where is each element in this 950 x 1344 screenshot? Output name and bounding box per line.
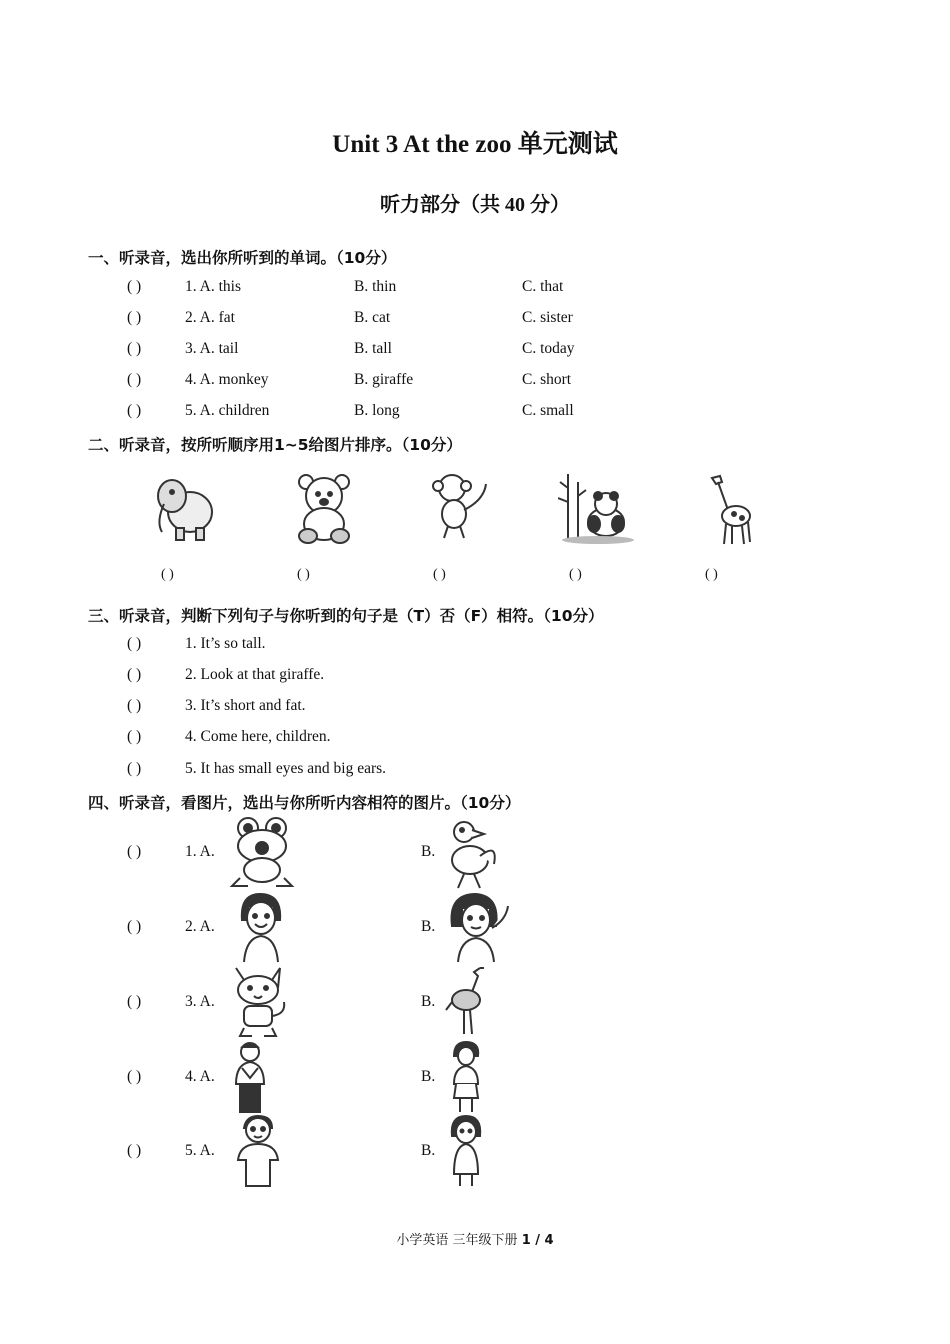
question-row: [127, 1068, 215, 1086]
option-c: C. short: [522, 371, 572, 388]
answer-blank[interactable]: ( ): [161, 567, 174, 582]
option-b: B. long: [354, 402, 400, 419]
question-row: [127, 697, 306, 715]
man-picture: [230, 1040, 270, 1114]
question-row: [127, 635, 266, 653]
option-a: 3. A. tail: [185, 340, 239, 357]
answer-blank[interactable]: ( ): [127, 666, 142, 683]
section4-heading: 四、听录音，看图片，选出与你所听内容相符的图片。（10分）: [88, 794, 521, 812]
question-row: [127, 993, 215, 1011]
answer-blank[interactable]: ( ): [127, 340, 142, 357]
option-b: B. giraffe: [354, 371, 414, 388]
sentence: 5. It has small eyes and big ears.: [185, 760, 387, 777]
question-row: [127, 402, 269, 420]
option-b: B. thin: [354, 278, 397, 295]
option-a: 5. A.: [185, 1142, 215, 1159]
option-a: 2. A.: [185, 918, 215, 935]
question-row: [127, 278, 241, 296]
answer-blank[interactable]: ( ): [127, 760, 142, 777]
footer-text: 小学英语 三年级下册: [396, 1233, 522, 1248]
page-number: 1 / 4: [521, 1233, 554, 1248]
answer-blank[interactable]: ( ): [127, 993, 142, 1010]
answer-blank[interactable]: ( ): [127, 635, 142, 652]
answer-blank[interactable]: ( ): [127, 371, 142, 388]
answer-blank[interactable]: ( ): [127, 843, 142, 860]
question-row: [127, 340, 238, 358]
frog-picture: [228, 816, 296, 888]
section2-heading: 二、听录音，按所听顺序用1~5给图片排序。（10分）: [88, 436, 462, 454]
option-b: B.: [421, 843, 436, 860]
option-a: 3. A.: [185, 993, 215, 1010]
sentence: 4. Come here, children.: [185, 728, 331, 745]
option-a: 4. A. monkey: [185, 371, 269, 388]
option-c: C. that: [522, 278, 564, 295]
answer-blank[interactable]: ( ): [569, 567, 582, 582]
question-row: [127, 371, 269, 389]
sentence: 1. It’s so tall.: [185, 635, 266, 652]
option-a: 1. A. this: [185, 278, 241, 295]
girl-smiling-picture: [230, 890, 292, 964]
option-c: C. sister: [522, 309, 573, 326]
duck-picture: [440, 816, 504, 890]
option-a: 5. A. children: [185, 402, 270, 419]
page-title: Unit 3 At the zoo 单元测试: [332, 131, 618, 158]
section1-heading: 一、听录音，选出你所听到的单词。（10分）: [88, 249, 397, 267]
woman-picture: [446, 1040, 490, 1114]
answer-blank[interactable]: ( ): [127, 697, 142, 714]
question-row: [127, 666, 324, 684]
question-row: [127, 728, 330, 746]
cat-picture: [228, 964, 288, 1038]
answer-blank[interactable]: ( ): [705, 567, 718, 582]
page-footer: [0, 1229, 950, 1248]
sentence: 3. It’s short and fat.: [185, 697, 306, 714]
elephant-picture: [150, 470, 222, 546]
girl-picture: [446, 1114, 486, 1188]
answer-blank[interactable]: ( ): [127, 402, 142, 419]
question-row: [127, 843, 215, 861]
answer-blank[interactable]: ( ): [127, 1068, 142, 1085]
question-row: [127, 760, 386, 778]
sentence: 2. Look at that giraffe.: [185, 666, 325, 683]
answer-blank[interactable]: ( ): [127, 728, 142, 745]
answer-blank[interactable]: ( ): [127, 1142, 142, 1159]
answer-blank[interactable]: ( ): [433, 567, 446, 582]
option-b: B.: [421, 918, 436, 935]
boy-picture: [230, 1114, 286, 1188]
option-c: C. today: [522, 340, 575, 357]
question-row: [127, 309, 235, 327]
panda-picture: [558, 468, 636, 546]
giraffe-picture: [700, 470, 760, 546]
answer-blank[interactable]: ( ): [127, 309, 142, 326]
option-a: 1. A.: [185, 843, 215, 860]
answer-blank[interactable]: ( ): [297, 567, 310, 582]
section-subtitle: 听力部分（共 40 分）: [380, 194, 570, 216]
option-b: B. cat: [354, 309, 391, 326]
crane-picture: [444, 964, 494, 1038]
girl-touching-hair-picture: [444, 890, 516, 964]
option-b: B. tall: [354, 340, 392, 357]
option-b: B.: [421, 1068, 436, 1085]
option-b: B.: [421, 1142, 436, 1159]
bear-picture: [292, 472, 356, 546]
option-b: B.: [421, 993, 436, 1010]
option-a: 4. A.: [185, 1068, 215, 1085]
option-a: 2. A. fat: [185, 309, 235, 326]
answer-blank[interactable]: ( ): [127, 918, 142, 935]
monkey-picture: [428, 470, 494, 542]
section3-heading: 三、听录音，判断下列句子与你听到的句子是（T）否（F）相符。（10分）: [88, 607, 604, 625]
question-row: [127, 1142, 215, 1160]
question-row: [127, 918, 215, 936]
answer-blank[interactable]: ( ): [127, 278, 142, 295]
option-c: C. small: [522, 402, 574, 419]
